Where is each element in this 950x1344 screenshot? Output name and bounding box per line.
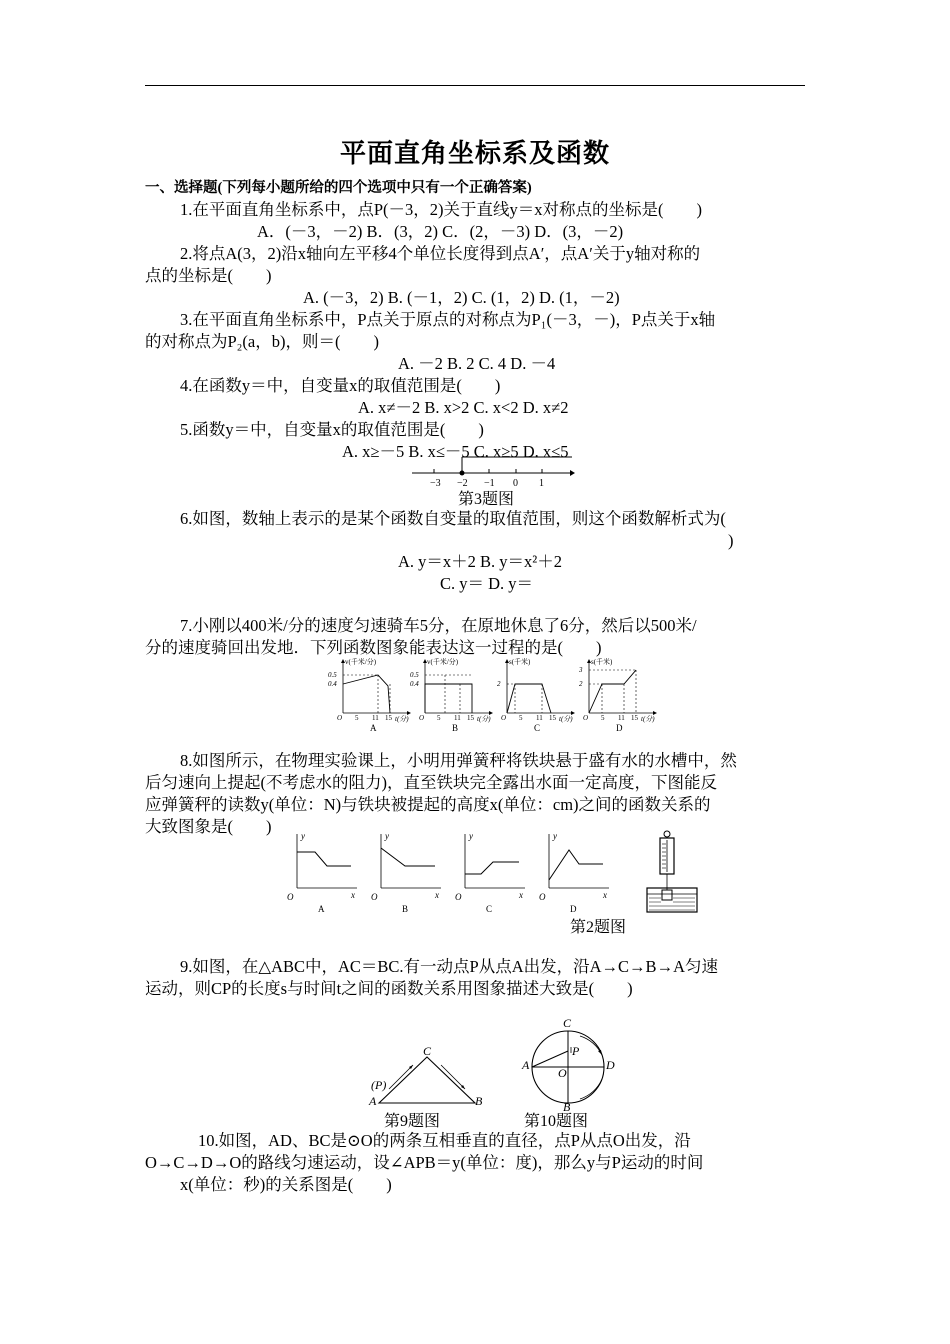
x-axis-label: t(分)	[559, 715, 573, 723]
x-axis-label: x	[351, 890, 355, 900]
q3-stem-line2: 的对称点为P₂(a，b)，则＝( )	[145, 332, 379, 351]
graph-line	[549, 850, 603, 880]
x-tick: 15	[385, 714, 392, 722]
y-axis-label: s(千米)	[509, 658, 531, 666]
y-axis-label: v(千米/分)	[345, 658, 377, 666]
number-line-arrow	[570, 470, 575, 476]
q6-stem-line1: 6.如图，数轴上表示的是某个函数自变量的取值范围，则这个函数解析式为(	[180, 509, 726, 528]
y-tick: 0.5	[410, 671, 419, 679]
x-tick: 11	[454, 714, 461, 722]
figure-caption-10: 第10题图	[524, 1113, 589, 1130]
y-tick: 2	[579, 680, 583, 688]
q8-graph-a	[287, 831, 357, 914]
vertex-label-b: B	[475, 1094, 483, 1108]
q6-options-line1: A. y＝x＋2 B. y＝x²＋2	[398, 552, 562, 571]
triangle-abc	[379, 1057, 475, 1103]
vertex-label-a: A	[369, 1094, 377, 1108]
q1-options: A．(－3，－2) B．(3，2) C．(2，－3) D．(3，－2)	[257, 222, 624, 241]
q7-graph-b	[410, 657, 493, 733]
x-axis-label: t(分)	[641, 715, 655, 723]
q7-stem-line2: 分的速度骑回出发地．下列函数图象能表达这一过程的是( )	[145, 638, 602, 657]
q4-options: A. x≠－2 B. x>2 C. x<2 D. x≠2	[358, 398, 569, 417]
q8-stem-line3: 应弹簧秤的读数y(单位：N)与铁块被提起的高度x(单位：cm)之间的函数关系的	[145, 795, 711, 814]
x-axis-label: t(分)	[395, 715, 409, 723]
q2-stem-line2: 点的坐标是( )	[145, 266, 272, 285]
figure-caption-2: 第2题图	[570, 919, 627, 936]
header-rule	[145, 85, 805, 86]
q10-stem-line3: x(单位：秒)的关系图是( )	[180, 1175, 392, 1194]
x-tick: 5	[519, 714, 523, 722]
y-axis-label: y	[301, 831, 305, 841]
q7-graph-d	[578, 657, 657, 733]
graph-line	[425, 684, 472, 713]
tick-label: 0	[513, 478, 518, 489]
y-tick: 0.4	[410, 680, 419, 688]
point-label-b: B	[563, 1100, 571, 1113]
x-tick: 11	[536, 714, 543, 722]
q8-graphs	[285, 830, 705, 920]
y-tick: 3	[579, 666, 583, 674]
graph-label: A	[370, 723, 377, 733]
q8-stem-line2: 后匀速向上提起(不考虑水的阻力)，直至铁块完全露出水面一定高度，下图能反	[145, 773, 717, 792]
origin-label: O	[539, 892, 546, 902]
q5-options: A. x≥－5 B. x≤－5 C. x≥5 D. x≤5	[342, 442, 569, 461]
x-axis-label: x	[519, 890, 523, 900]
q4-stem: 4.在函数y＝中，自变量x的取值范围是( )	[180, 376, 501, 395]
graph-line	[343, 675, 390, 713]
q9-stem-line1: 9.如图，在△ABC中，AC＝BC.有一动点P从点A出发，沿A→C→B→A匀速	[180, 957, 718, 976]
origin-label: O	[583, 714, 589, 722]
q8-graph-d	[539, 831, 609, 914]
graph-label: D	[616, 723, 623, 733]
spring-scale-illustration	[647, 831, 697, 912]
graph-line	[465, 862, 519, 874]
q1-stem: 1.在平面直角坐标系中，点P(－3，2)关于直线y＝x对称点的坐标是( )	[180, 200, 703, 219]
graph-label: B	[452, 723, 459, 733]
vertex-label-c: C	[423, 1045, 432, 1058]
tick-label: −2	[457, 478, 468, 489]
x-axis-label: x	[435, 890, 439, 900]
graph-line	[589, 670, 636, 713]
q7-graphs	[325, 655, 660, 733]
q6-options-line2: C. y＝ D. y＝	[440, 574, 534, 593]
vertex-label-p: (P)	[371, 1078, 387, 1092]
graph-line	[381, 848, 435, 866]
y-axis-label: y	[469, 831, 473, 841]
point-label-c: C	[563, 1016, 572, 1030]
point-label-p: P	[572, 1044, 580, 1058]
x-tick: 11	[372, 714, 379, 722]
graph-line	[507, 684, 551, 713]
y-tick: 2	[497, 680, 501, 688]
x-tick: 5	[601, 714, 605, 722]
q3-options: A. －2 B. 2 C. 4 D. －4	[398, 354, 556, 373]
origin-label: O	[371, 892, 378, 902]
q9-stem-line2: 运动，则CP的长度s与时间t之间的函数关系用图象描述大致是( )	[145, 979, 633, 998]
point-label-o: O	[558, 1066, 567, 1080]
origin-label: O	[501, 714, 507, 722]
x-tick: 5	[355, 714, 359, 722]
y-axis-label: s(千米)	[591, 658, 613, 666]
x-axis-label: t(分)	[477, 715, 491, 723]
figure-caption-9: 第9题图	[384, 1113, 441, 1130]
x-axis-label: x	[603, 890, 607, 900]
y-axis-label: y	[553, 831, 557, 841]
point-label-a: A	[522, 1058, 530, 1072]
y-axis-label: y	[385, 831, 389, 841]
y-tick: 0.5	[328, 671, 337, 679]
q7-stem-line1: 7.小刚以400米/分的速度匀速骑车5分，在原地休息了6分，然后以500米/	[180, 616, 697, 635]
origin-label: O	[455, 892, 462, 902]
point-label-d: D	[606, 1058, 615, 1072]
graph-label: B	[402, 904, 409, 914]
x-tick: 15	[549, 714, 556, 722]
x-tick: 11	[618, 714, 625, 722]
origin-label: O	[337, 714, 343, 722]
origin-label: O	[287, 892, 294, 902]
q7-graph-c	[497, 657, 575, 733]
number-line-figure	[410, 455, 575, 489]
y-tick: 0.4	[328, 680, 337, 688]
tick-label: −1	[484, 478, 495, 489]
q2-options: A. (－3，2) B. (－1，2) C. (1，2) D. (1，－2)	[303, 288, 620, 307]
q8-graph-b	[371, 831, 441, 914]
graph-label: A	[318, 904, 325, 914]
section-heading: 一、选择题(下列每小题所给的四个选项中只有一个正确答案)	[145, 180, 532, 196]
graph-line	[297, 852, 351, 866]
x-tick: 15	[467, 714, 474, 722]
graph-label: C	[534, 723, 541, 733]
y-axis-label: v(千米/分)	[427, 658, 459, 666]
q2-stem-line1: 2.将点A(3，2)沿x轴向左平移4个单位长度得到点A′，点A′关于y轴对称的	[180, 244, 701, 263]
triangle-figure	[365, 1045, 495, 1113]
q5-stem: 5.函数y＝中，自变量x的取值范围是( )	[180, 420, 484, 439]
q8-graph-c	[455, 831, 525, 914]
tick-label: 1	[539, 478, 544, 489]
circle-figure	[518, 1015, 618, 1113]
graph-label: D	[570, 904, 577, 914]
x-tick: 5	[437, 714, 441, 722]
origin-label: O	[419, 714, 425, 722]
q10-stem-line1: 10.如图，AD、BC是⊙O的两条互相垂直的直径，点P从点O出发，沿	[198, 1131, 691, 1150]
page-title: 平面直角坐标系及函数	[339, 139, 610, 168]
q7-graph-a	[328, 657, 411, 733]
graph-label: C	[486, 904, 493, 914]
x-tick: 15	[631, 714, 638, 722]
figure-caption-3: 第3题图	[458, 491, 515, 508]
q3-stem-line1: 3.在平面直角坐标系中，P点关于原点的对称点为P₁(－3，－)，P点关于x轴	[180, 310, 716, 329]
q8-stem-line4: 大致图象是( )	[145, 817, 272, 836]
q6-stem-line2: )	[728, 531, 734, 550]
q8-stem-line1: 8.如图所示，在物理实验课上，小明用弹簧秤将铁块悬于盛有水的水槽中，然	[180, 751, 737, 770]
q10-stem-line2: O→C→D→O的路线匀速运动，设∠APB＝y(单位：度)，那么y与P运动的时间	[145, 1153, 704, 1172]
tick-label: −3	[430, 478, 441, 489]
endpoint-dot	[460, 471, 465, 476]
